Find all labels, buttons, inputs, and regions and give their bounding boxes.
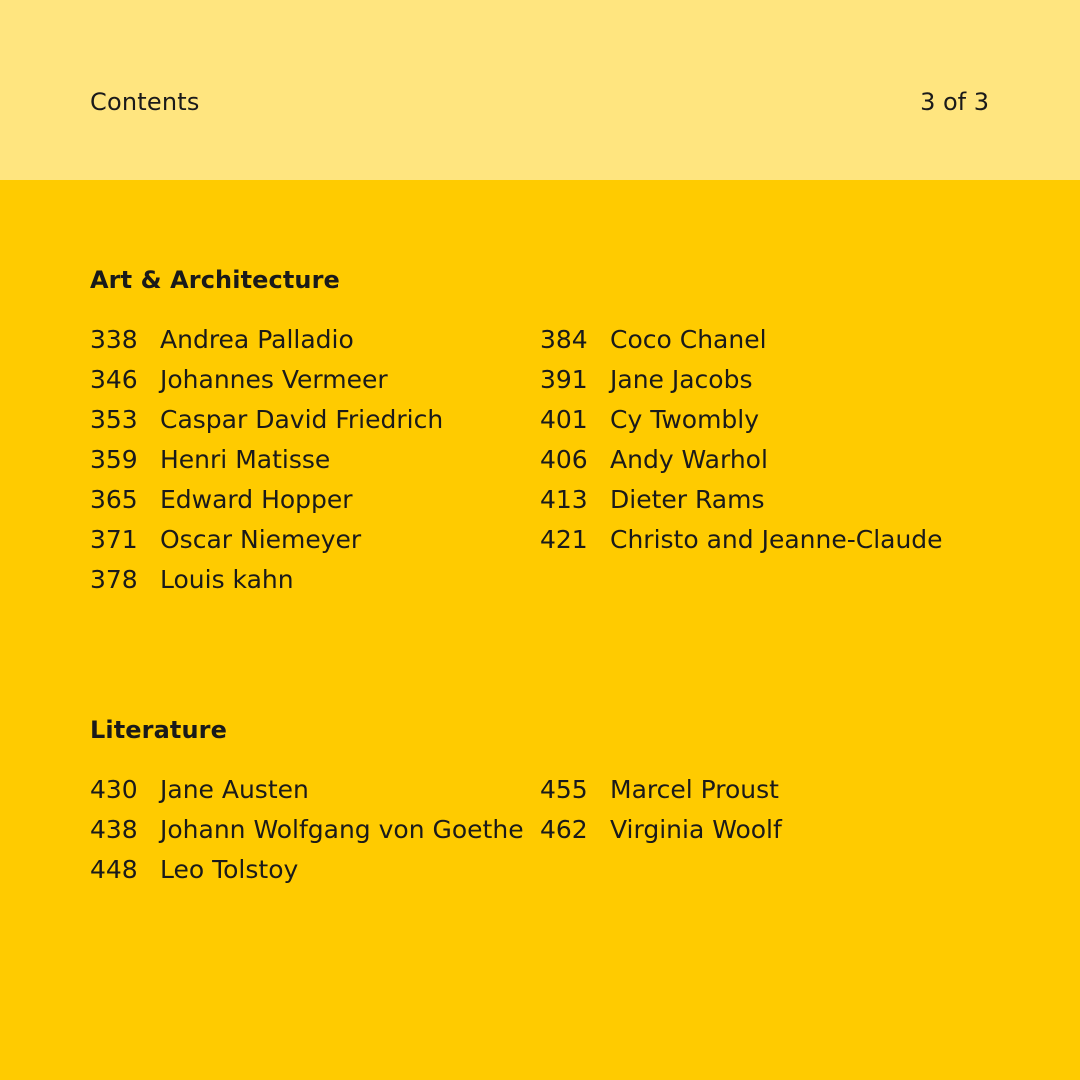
entry-page-number: 378 <box>90 565 138 594</box>
contents-entry[interactable] <box>540 810 980 850</box>
entry-page-number: 462 <box>540 815 588 844</box>
entry-page-number: 346 <box>90 365 138 394</box>
entry-page-number: 371 <box>90 525 138 554</box>
entry-name: Christo and Jeanne-Claude <box>610 525 943 554</box>
header-bar <box>0 0 1080 180</box>
contents-entry[interactable] <box>540 480 980 520</box>
entry-page-number: 359 <box>90 445 138 474</box>
contents-entry[interactable] <box>540 360 980 400</box>
contents-entry[interactable] <box>540 770 980 810</box>
contents-column-left <box>90 320 530 600</box>
entry-page-number: 438 <box>90 815 138 844</box>
entry-name: Leo Tolstoy <box>160 855 299 884</box>
contents-entry[interactable] <box>90 770 530 810</box>
entry-page-number: 384 <box>540 325 588 354</box>
contents-entry[interactable] <box>90 440 530 480</box>
entry-name: Louis kahn <box>160 565 294 594</box>
entry-name: Johann Wolfgang von Goethe <box>160 815 524 844</box>
contents-entry[interactable] <box>540 440 980 480</box>
contents-column-right <box>540 770 980 850</box>
contents-entry[interactable] <box>90 360 530 400</box>
contents-column-left <box>90 770 530 890</box>
entry-name: Virginia Woolf <box>610 815 782 844</box>
entry-name: Edward Hopper <box>160 485 353 514</box>
section-literature <box>90 714 990 1070</box>
entry-page-number: 406 <box>540 445 588 474</box>
entry-page-number: 365 <box>90 485 138 514</box>
contents-entry[interactable] <box>540 400 980 440</box>
entry-page-number: 448 <box>90 855 138 884</box>
contents-entry[interactable] <box>540 320 980 360</box>
section-title: Literature <box>90 716 227 744</box>
entry-name: Marcel Proust <box>610 775 779 804</box>
entry-page-number: 455 <box>540 775 588 804</box>
section-art-architecture <box>90 264 990 620</box>
entry-name: Henri Matisse <box>160 445 331 474</box>
contents-entry[interactable] <box>90 520 530 560</box>
contents-columns <box>90 320 990 620</box>
entry-page-number: 401 <box>540 405 588 434</box>
entry-name: Oscar Niemeyer <box>160 525 362 554</box>
entry-page-number: 413 <box>540 485 588 514</box>
contents-entry[interactable] <box>90 480 530 520</box>
entry-page-number: 430 <box>90 775 138 804</box>
entry-page-number: 338 <box>90 325 138 354</box>
contents-entry[interactable] <box>90 320 530 360</box>
contents-column-right <box>540 320 980 560</box>
section-title: Art & Architecture <box>90 266 340 294</box>
entry-name: Caspar David Friedrich <box>160 405 444 434</box>
contents-columns <box>90 770 990 1070</box>
contents-entry[interactable] <box>90 850 530 890</box>
entry-name: Jane Jacobs <box>610 365 753 394</box>
page-indicator: 3 of 3 <box>920 88 989 116</box>
page-title: Contents <box>90 88 200 116</box>
contents-entry[interactable] <box>90 400 530 440</box>
entry-name: Andrea Palladio <box>160 325 354 354</box>
entry-name: Andy Warhol <box>610 445 768 474</box>
entry-name: Coco Chanel <box>610 325 767 354</box>
entry-page-number: 391 <box>540 365 588 394</box>
entry-page-number: 353 <box>90 405 138 434</box>
entry-name: Dieter Rams <box>610 485 765 514</box>
entry-page-number: 421 <box>540 525 588 554</box>
contents-entry[interactable] <box>90 560 530 600</box>
contents-entry[interactable] <box>540 520 980 560</box>
entry-name: Jane Austen <box>160 775 309 804</box>
contents-entry[interactable] <box>90 810 530 850</box>
entry-name: Johannes Vermeer <box>160 365 388 394</box>
entry-name: Cy Twombly <box>610 405 760 434</box>
